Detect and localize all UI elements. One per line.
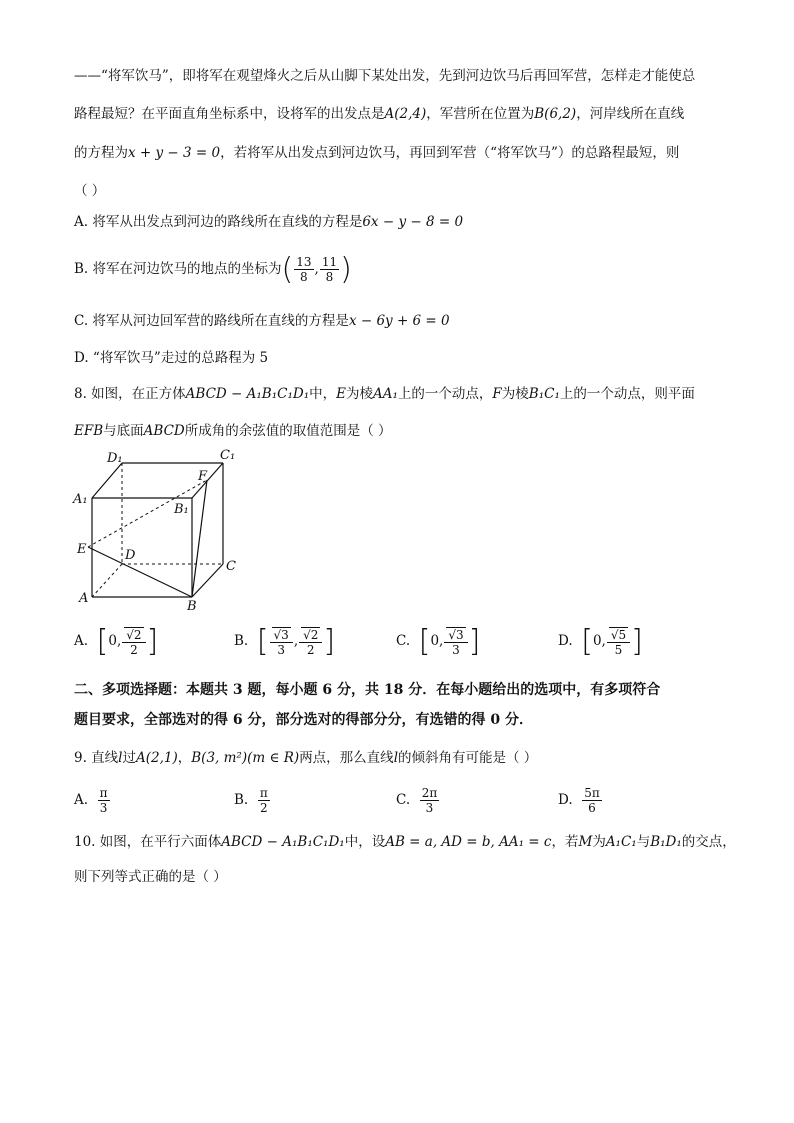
label-d1: D₁ <box>107 451 123 466</box>
q9-option-d: D. $\frac{5\pi}{6}$ <box>558 786 600 815</box>
q7-option-c: C. 将军从河边回军营的路线所在直线的方程是x − 6y + 6 = 0 <box>74 313 450 329</box>
label-e: E <box>77 542 87 557</box>
segment-ef-hidden <box>88 480 207 547</box>
label-a: A <box>79 591 89 606</box>
label-b1: B₁ <box>174 502 189 517</box>
q8-option-b: B. [ $\frac{√3}{3}$ , $\frac{√2}{2}$ ] <box>234 623 336 659</box>
q9-stem: 9. 直线l过A(2,1)，B(3, m²)(m ∈ R)两点，那么直线l的倾斜角有可能是（ ） <box>74 750 538 766</box>
q7-line-1: ——“将军饮马”，即将军在观望烽火之后从山脚下某处出发，先到河边饮马后再回军营，怎样走才能使总 <box>74 68 696 84</box>
segment-eb <box>88 547 192 597</box>
q7-line-2: 路程最短？在平面直角坐标系中，设将军的出发点是A(2,4)，军营所在位置为B(6,2)，河岸线所在直线 <box>74 106 685 122</box>
q10-line-2: 则下列等式正确的是（ ） <box>74 869 227 885</box>
point-a: A(2,4) <box>384 106 427 122</box>
edge-d1a1 <box>92 463 122 498</box>
q9-option-a: A. $\frac{\pi}{3}$ <box>74 786 108 815</box>
q7-option-a: A. 将军从出发点到河边的路线所在直线的方程是6x − y − 8 = 0 <box>74 214 464 230</box>
q8-option-c: C. [0, $\frac{√3}{3}$ ] <box>396 623 481 659</box>
label-d: D <box>125 548 136 563</box>
q7-answer-blank: （ ） <box>74 183 106 199</box>
q8-line-1: 8. 如图，在正方体ABCD − A₁B₁C₁D₁中，E为棱AA₁上的一个动点，F为棱B₁C₁上的一个动点，则平面 <box>74 386 695 402</box>
q9-option-c: C. $\frac{2\pi}{3}$ <box>396 786 438 815</box>
label-c1: C₁ <box>220 448 236 463</box>
vector-definitions: AB = a, AD = b, AA₁ = c <box>385 834 552 850</box>
q10-line-1: 10. 如图，在平行六面体ABCD − A₁B₁C₁D₁中，设AB = a, AD = b, AA₁ = c，若M为A₁C₁与B₁D₁的交点， <box>74 834 736 850</box>
q7-option-b: B. 将军在河边饮马的地点的坐标为( $\frac{13}{8}$ , $\frac{11}{8}$ ) <box>74 251 352 287</box>
label-b: B <box>187 599 197 614</box>
q8-option-a: A. [0, $\frac{√2}{2}$ ] <box>74 623 159 659</box>
q8-option-d: D. [0, $\frac{√5}{5}$ ] <box>558 623 643 659</box>
q7-line-3: 的方程为x + y − 3 = 0，若将军从出发点到河边饮马，再回到军营（“将军饮马”）的总路程最短，则 <box>74 145 680 161</box>
section-2-heading-line-2: 题目要求，全部选对的得 6 分，部分选对的得部分分，有选错的得 0 分． <box>74 712 533 728</box>
q9-option-b: B. $\frac{\pi}{2}$ <box>234 786 268 815</box>
label-c: C <box>226 559 236 574</box>
q8-line-2: EFB与底面ABCD所成角的余弦值的取值范围是（ ） <box>74 423 392 439</box>
river-equation: x + y − 3 = 0 <box>128 145 221 161</box>
edge-bc <box>192 564 223 597</box>
label-a1: A₁ <box>73 492 88 507</box>
point-b: B(6,2) <box>534 106 577 122</box>
cube-figure <box>70 446 250 616</box>
section-2-heading-line-1: 二、多项选择题：本题共 3 题，每小题 6 分，共 18 分．在每小题给出的选项中，有多项符合 <box>74 682 661 698</box>
segment-fb <box>192 480 207 597</box>
edge-da-hidden <box>92 564 122 597</box>
q7-option-d: D. “将军饮马”走过的总路程为 5 <box>74 350 269 366</box>
label-f: F <box>198 469 208 484</box>
